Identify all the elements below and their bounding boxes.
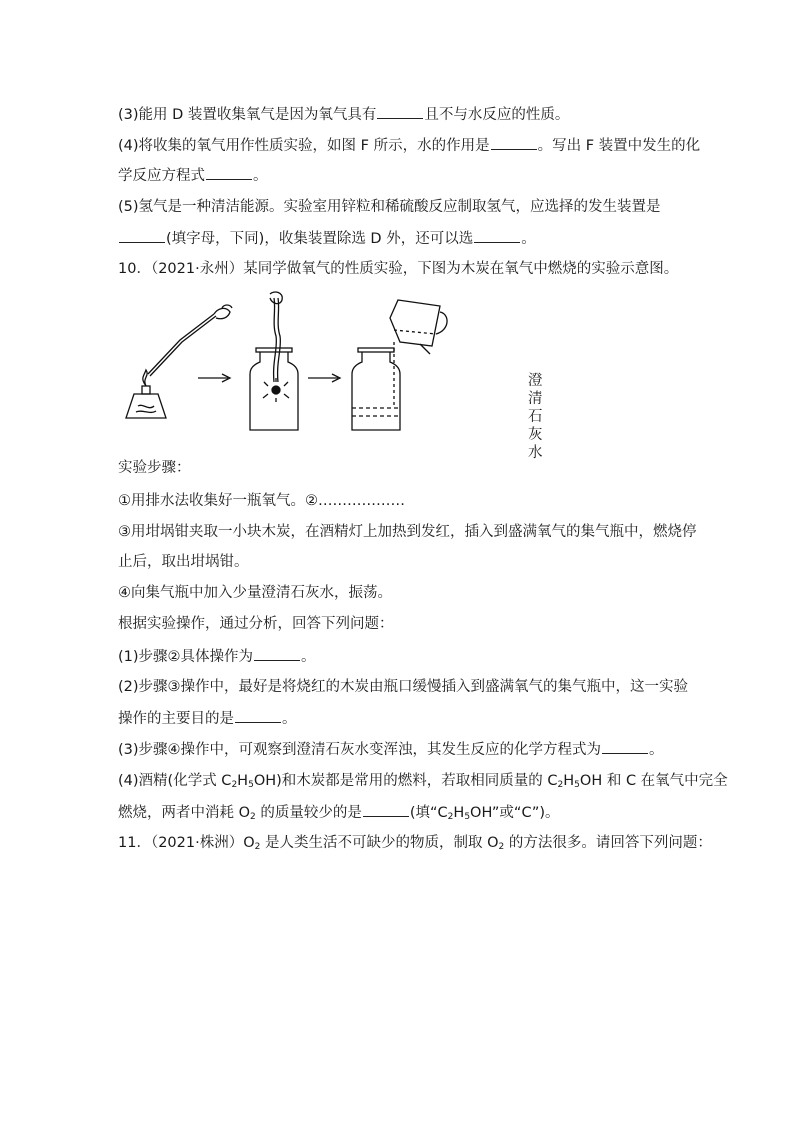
q9-part3: (3)能用 D 装置收集氧气是因为氧气具有 且不与水反应的性质。 bbox=[118, 104, 569, 125]
q10-sub4-line2: 燃烧，两者中消耗 $O_2$ 的质量较少的是 (填“$C_2H_5OH$”或“C”)。 bbox=[118, 802, 560, 823]
limewater-label: 澄清 石灰 水 bbox=[528, 373, 543, 461]
q10-sub2-line2: 操作的主要目的是 。 bbox=[118, 708, 297, 729]
answer-blank[interactable] bbox=[254, 646, 300, 661]
q9-part5-line1: (5)氢气是一种清洁能源。实验室用锌粒和稀硫酸反应制取氢气，应选择的发生装置是 bbox=[118, 199, 661, 215]
step-3-line1: ③用坩埚钳夹取一小块木炭，在酒精灯上加热到发红，插入到盛满氧气的集气瓶中，燃烧停 bbox=[118, 524, 697, 540]
answer-blank[interactable] bbox=[474, 228, 520, 243]
answer-blank[interactable] bbox=[206, 165, 252, 180]
answer-blank[interactable] bbox=[119, 228, 165, 243]
q10-sub1: (1)步骤②具体操作为 。 bbox=[118, 646, 316, 667]
q9-part4-line2: 学反应方程式 。 bbox=[118, 165, 268, 186]
q10-title: 10．（2021·永州）某同学做氧气的性质实验，下图为木炭在氧气中燃烧的实验示意图。 bbox=[118, 261, 679, 277]
q10-sub2-line1: (2)步骤③操作中，最好是将烧红的木炭由瓶口缓慢插入到盛满氧气的集气瓶中，这一实验 bbox=[118, 679, 689, 695]
charcoal-combustion-diagram bbox=[118, 290, 458, 440]
step-3-line2: 止后，取出坩埚钳。 bbox=[118, 554, 249, 570]
gas-bottle-stage bbox=[250, 292, 298, 430]
answer-blank[interactable] bbox=[235, 708, 281, 723]
alcohol-lamp-stage bbox=[126, 305, 232, 418]
q9-part4-line1: (4)将收集的氧气用作性质实验，如图 F 所示，水的作用是 。写出 F 装置中发生的化 bbox=[118, 135, 700, 156]
q9-part5-line2: (填字母，下同)，收集装置除选 D 外，还可以选 。 bbox=[118, 228, 536, 249]
q11-title: 11．（2021·株洲）$O_2$ 是人类生活不可缺少的物质，制取 $O_2$ 的方法很多。请回答下列问题： bbox=[118, 835, 712, 852]
answer-blank[interactable] bbox=[377, 104, 423, 119]
q10-sub3: (3)步骤④操作中，可观察到澄清石灰水变浑浊，其发生反应的化学方程式为 。 bbox=[118, 739, 664, 760]
limewater-bottle-stage bbox=[352, 300, 447, 430]
answer-prompt: 根据实验操作，通过分析，回答下列问题： bbox=[118, 616, 394, 632]
arrow-icon bbox=[308, 374, 340, 382]
arrow-icon bbox=[198, 374, 230, 382]
step-4: ④向集气瓶中加入少量澄清石灰水，振荡。 bbox=[118, 585, 392, 601]
answer-blank[interactable] bbox=[491, 135, 537, 150]
steps-heading: 实验步骤： bbox=[118, 460, 191, 476]
q10-sub4-line1: (4)酒精(化学式 $C_2H_5OH$)和木炭都是常用的燃料，若取相同质量的 $C_2H_5OH$ 和 C 在氧气中完全 bbox=[118, 773, 728, 790]
answer-blank[interactable] bbox=[363, 802, 409, 817]
step-1-2: ①用排水法收集好一瓶氧气。②……………… bbox=[118, 493, 405, 509]
experiment-figure bbox=[118, 290, 543, 461]
answer-blank[interactable] bbox=[602, 739, 648, 754]
